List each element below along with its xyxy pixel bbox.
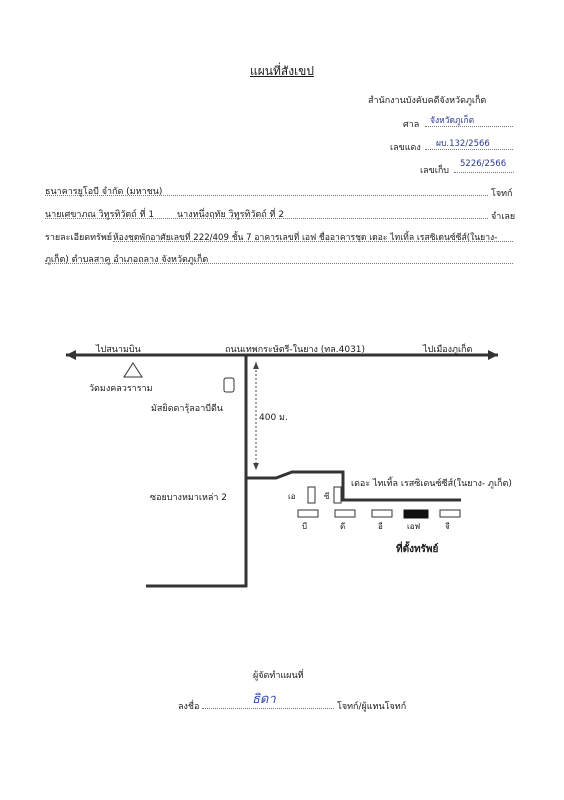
sign-label: ลงชื่อ	[178, 702, 200, 712]
property-location-label: ที่ตั้งทรัพย์	[396, 544, 439, 555]
sign-role: โจทก์/ผู้แทนโจทก์	[337, 702, 407, 712]
page-title: แผนที่สังเขป	[250, 64, 314, 78]
building-b-label: บี	[302, 522, 308, 531]
signature: ธิดา	[252, 692, 276, 707]
to-airport-label: ไปสนามบิน	[96, 345, 141, 355]
court-label: ศาล	[403, 120, 420, 130]
building-f-icon	[404, 510, 428, 518]
arrow-right-icon	[488, 350, 498, 360]
court-value: จังหวัดภูเก็ต	[430, 116, 475, 126]
to-phuket-label: ไปเมืองภูเก็ต	[423, 345, 473, 355]
building-e-label: อี	[378, 522, 383, 531]
signature-fill-line	[202, 708, 334, 709]
building-c-icon	[334, 487, 341, 503]
building-c-label: ซี	[324, 492, 330, 501]
plaintiff-name: ธนาคารยูโอบี จำกัด (มหาชน)	[45, 187, 163, 197]
property-label: รายละเอียดทรัพย์	[45, 233, 113, 243]
defendants-label: จำเลย	[491, 212, 516, 222]
distance-arrow-down-icon	[253, 463, 259, 470]
building-d-icon	[335, 510, 355, 517]
plaintiff-label: โจทก์	[491, 189, 513, 199]
mosque-label: มัสยิดดารุ้ลอาบีดีน	[151, 404, 223, 414]
temple-icon	[124, 363, 142, 377]
building-a-icon	[308, 487, 315, 503]
file-no-label: เลขเก็บ	[420, 166, 449, 176]
property-line-1: ห้องชุดพักอาศัยเลขที่ 222/409 ชั้น 7 อาคารเลขที่ เอฟ ชื่ออาคารชุด เดอะ ไทเทิ้ล เรสซิเดนซ์ซีส์(ในยาง-	[113, 233, 498, 243]
file-no-value: 5226/2566	[460, 159, 507, 169]
main-road-label: ถนนเทพกระษัตรี-ในยาง (ทล.4031)	[225, 345, 366, 355]
office-name: สำนักงานบังคับคดีจังหวัดภูเก็ต	[368, 96, 487, 106]
red-case-value: ผบ.132/2566	[436, 139, 490, 149]
building-b-icon	[298, 510, 318, 517]
building-e-icon	[372, 510, 392, 517]
distance-arrow-up-icon	[253, 362, 259, 369]
soi-label: ซอยบางหมาเหล่า 2	[150, 493, 228, 503]
defendants-names: นายเศขาภณ วิทูรทิวัตถ์ ที่ 1 นางหนึ่งฤทัย วิทูรทิวัตถ์ ที่ 2	[45, 210, 285, 220]
map-maker-label: ผู้จัดทำแผนที่	[253, 671, 304, 681]
building-g-label: จี	[445, 522, 450, 531]
property-line-2: ภูเก็ต) ตำบลสาคู อำเภอถลาง จังหวัดภูเก็ต	[45, 255, 209, 265]
building-d-label: ดี	[340, 522, 346, 531]
building-g-icon	[440, 510, 460, 517]
temple-label: วัดมงคลวราราม	[89, 384, 153, 394]
red-case-label: เลขแดง	[390, 143, 421, 153]
arrow-left-icon	[66, 350, 76, 360]
building-a-label: เอ	[288, 492, 296, 501]
building-f-label: เอฟ	[407, 522, 421, 531]
mosque-icon	[224, 378, 234, 392]
project-label: เดอะ ไทเทิ้ล เรสซิเดนซ์ซีส์(ในยาง- ภูเก็ต)	[351, 479, 512, 489]
distance-label: 400 ม.	[259, 413, 288, 423]
